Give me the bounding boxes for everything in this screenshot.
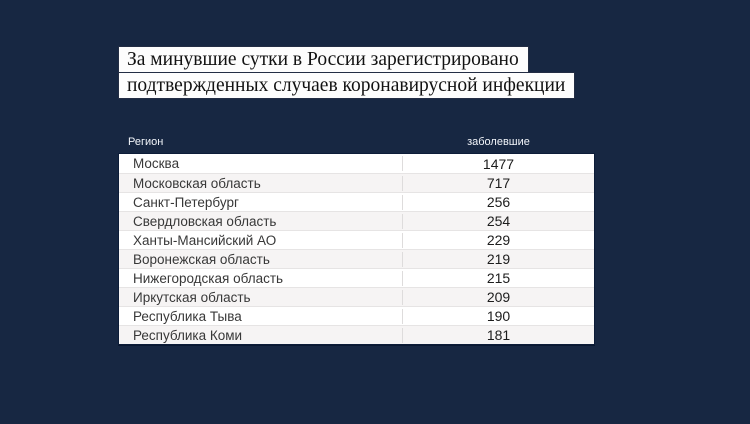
headline-line-2: подтвержденных случаев коронавирусной инфекции [118,72,575,99]
table-row [119,154,594,173]
cases-cell: 717 [486,175,511,191]
table-row [119,192,594,211]
region-cell: Московская область [119,176,403,191]
cases-cell: 209 [486,289,511,305]
cases-cell: 229 [486,232,511,248]
cases-cell: 256 [486,194,511,210]
column-header-region: Регион [128,136,164,148]
cases-table [118,128,595,345]
cases-cell: 1477 [482,155,515,172]
region-cell: Свердловская область [119,214,403,229]
region-cell: Республика Тыва [119,309,403,324]
region-cell: Санкт-Петербург [119,195,403,210]
cases-cell: 215 [486,270,511,286]
region-cell: Воронежская область [119,252,403,267]
table-row [119,230,594,249]
cases-cell: 181 [486,327,511,343]
table-row [119,211,594,230]
table-row [119,173,594,192]
region-cell: Республика Коми [119,328,403,343]
table-row [119,325,594,344]
cases-cell: 254 [486,213,511,229]
column-header-cases: заболевшие [467,136,530,148]
headline [118,46,575,99]
region-cell: Москва [119,156,403,171]
cases-cell: 190 [486,308,511,324]
region-cell: Ханты-Мансийский АО [119,233,403,248]
table-row [119,268,594,287]
table-row [119,287,594,306]
region-cell: Нижегородская область [119,271,403,286]
table-body [118,153,595,345]
headline-line-1: За минувшие сутки в России зарегистрировано [118,46,529,73]
table-row [119,249,594,268]
table-row [119,306,594,325]
table-header-row [118,128,595,153]
cases-cell: 219 [486,251,511,267]
region-cell: Иркутская область [119,290,403,305]
